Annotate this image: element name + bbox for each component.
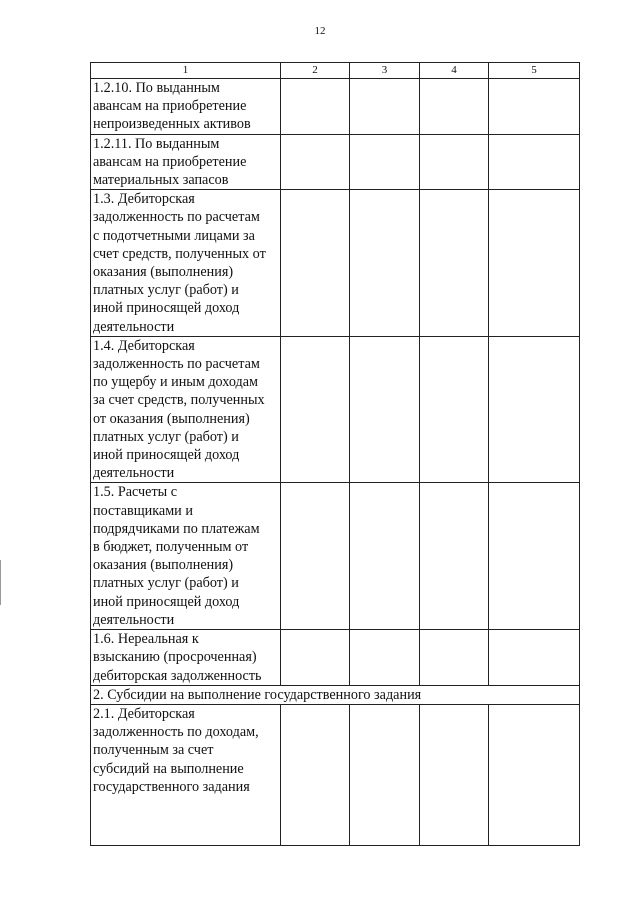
receivables-table (90, 62, 580, 846)
value-cell (350, 79, 420, 135)
table-row (91, 704, 580, 845)
column-header: 3 (350, 63, 420, 79)
row-label: 1.6. Нереальная к взысканию (просроченная) дебиторская задолженность (91, 630, 281, 686)
value-cell (420, 336, 489, 483)
table-row (91, 483, 580, 630)
value-cell (489, 190, 580, 337)
table-row (91, 134, 580, 190)
value-cell (420, 134, 489, 190)
value-cell (281, 79, 350, 135)
row-label: 2.1. Дебиторская задолженность по доходам, полученным за счет субсидий на выполнение государственного задания (91, 704, 281, 845)
row-label: 1.2.11. По выданным авансам на приобретение материальных запасов (91, 134, 281, 190)
scan-edge-mark (0, 560, 1, 605)
table-row (91, 630, 580, 686)
value-cell (489, 704, 580, 845)
column-header: 5 (489, 63, 580, 79)
value-cell (489, 134, 580, 190)
value-cell (489, 79, 580, 135)
row-label: 1.4. Дебиторская задолженность по расчетам по ущербу и иным доходам за счет средств, полученных от оказания (выполнения) платных услуг (работ) и иной приносящей доход деятельности (91, 336, 281, 483)
value-cell (489, 630, 580, 686)
row-label: 1.3. Дебиторская задолженность по расчетам с подотчетными лицами за счет средств, полученных от оказания (выполнения) платных услуг (работ) и иной приносящей доход деятельности (91, 190, 281, 337)
section-title: 2. Субсидии на выполнение государственного задания (91, 685, 580, 704)
value-cell (350, 630, 420, 686)
value-cell (420, 483, 489, 630)
value-cell (350, 190, 420, 337)
value-cell (350, 336, 420, 483)
table-row (91, 336, 580, 483)
row-label: 1.5. Расчеты с поставщиками и подрядчиками по платежам в бюджет, полученным от оказания (выполнения) платных услуг (работ) и иной приносящей доход деятельности (91, 483, 281, 630)
section-row (91, 685, 580, 704)
value-cell (420, 79, 489, 135)
page-number: 12 (314, 25, 326, 37)
value-cell (350, 134, 420, 190)
row-label: 1.2.10. По выданным авансам на приобретение непроизведенных активов (91, 79, 281, 135)
value-cell (281, 134, 350, 190)
value-cell (489, 483, 580, 630)
column-header: 4 (420, 63, 489, 79)
column-header: 1 (91, 63, 281, 79)
value-cell (350, 483, 420, 630)
table-header-row (91, 63, 580, 79)
value-cell (420, 190, 489, 337)
value-cell (420, 630, 489, 686)
value-cell (281, 336, 350, 483)
value-cell (281, 630, 350, 686)
table-row (91, 79, 580, 135)
value-cell (281, 483, 350, 630)
value-cell (489, 336, 580, 483)
value-cell (350, 704, 420, 845)
column-header: 2 (281, 63, 350, 79)
value-cell (420, 704, 489, 845)
value-cell (281, 704, 350, 845)
value-cell (281, 190, 350, 337)
table-row (91, 190, 580, 337)
